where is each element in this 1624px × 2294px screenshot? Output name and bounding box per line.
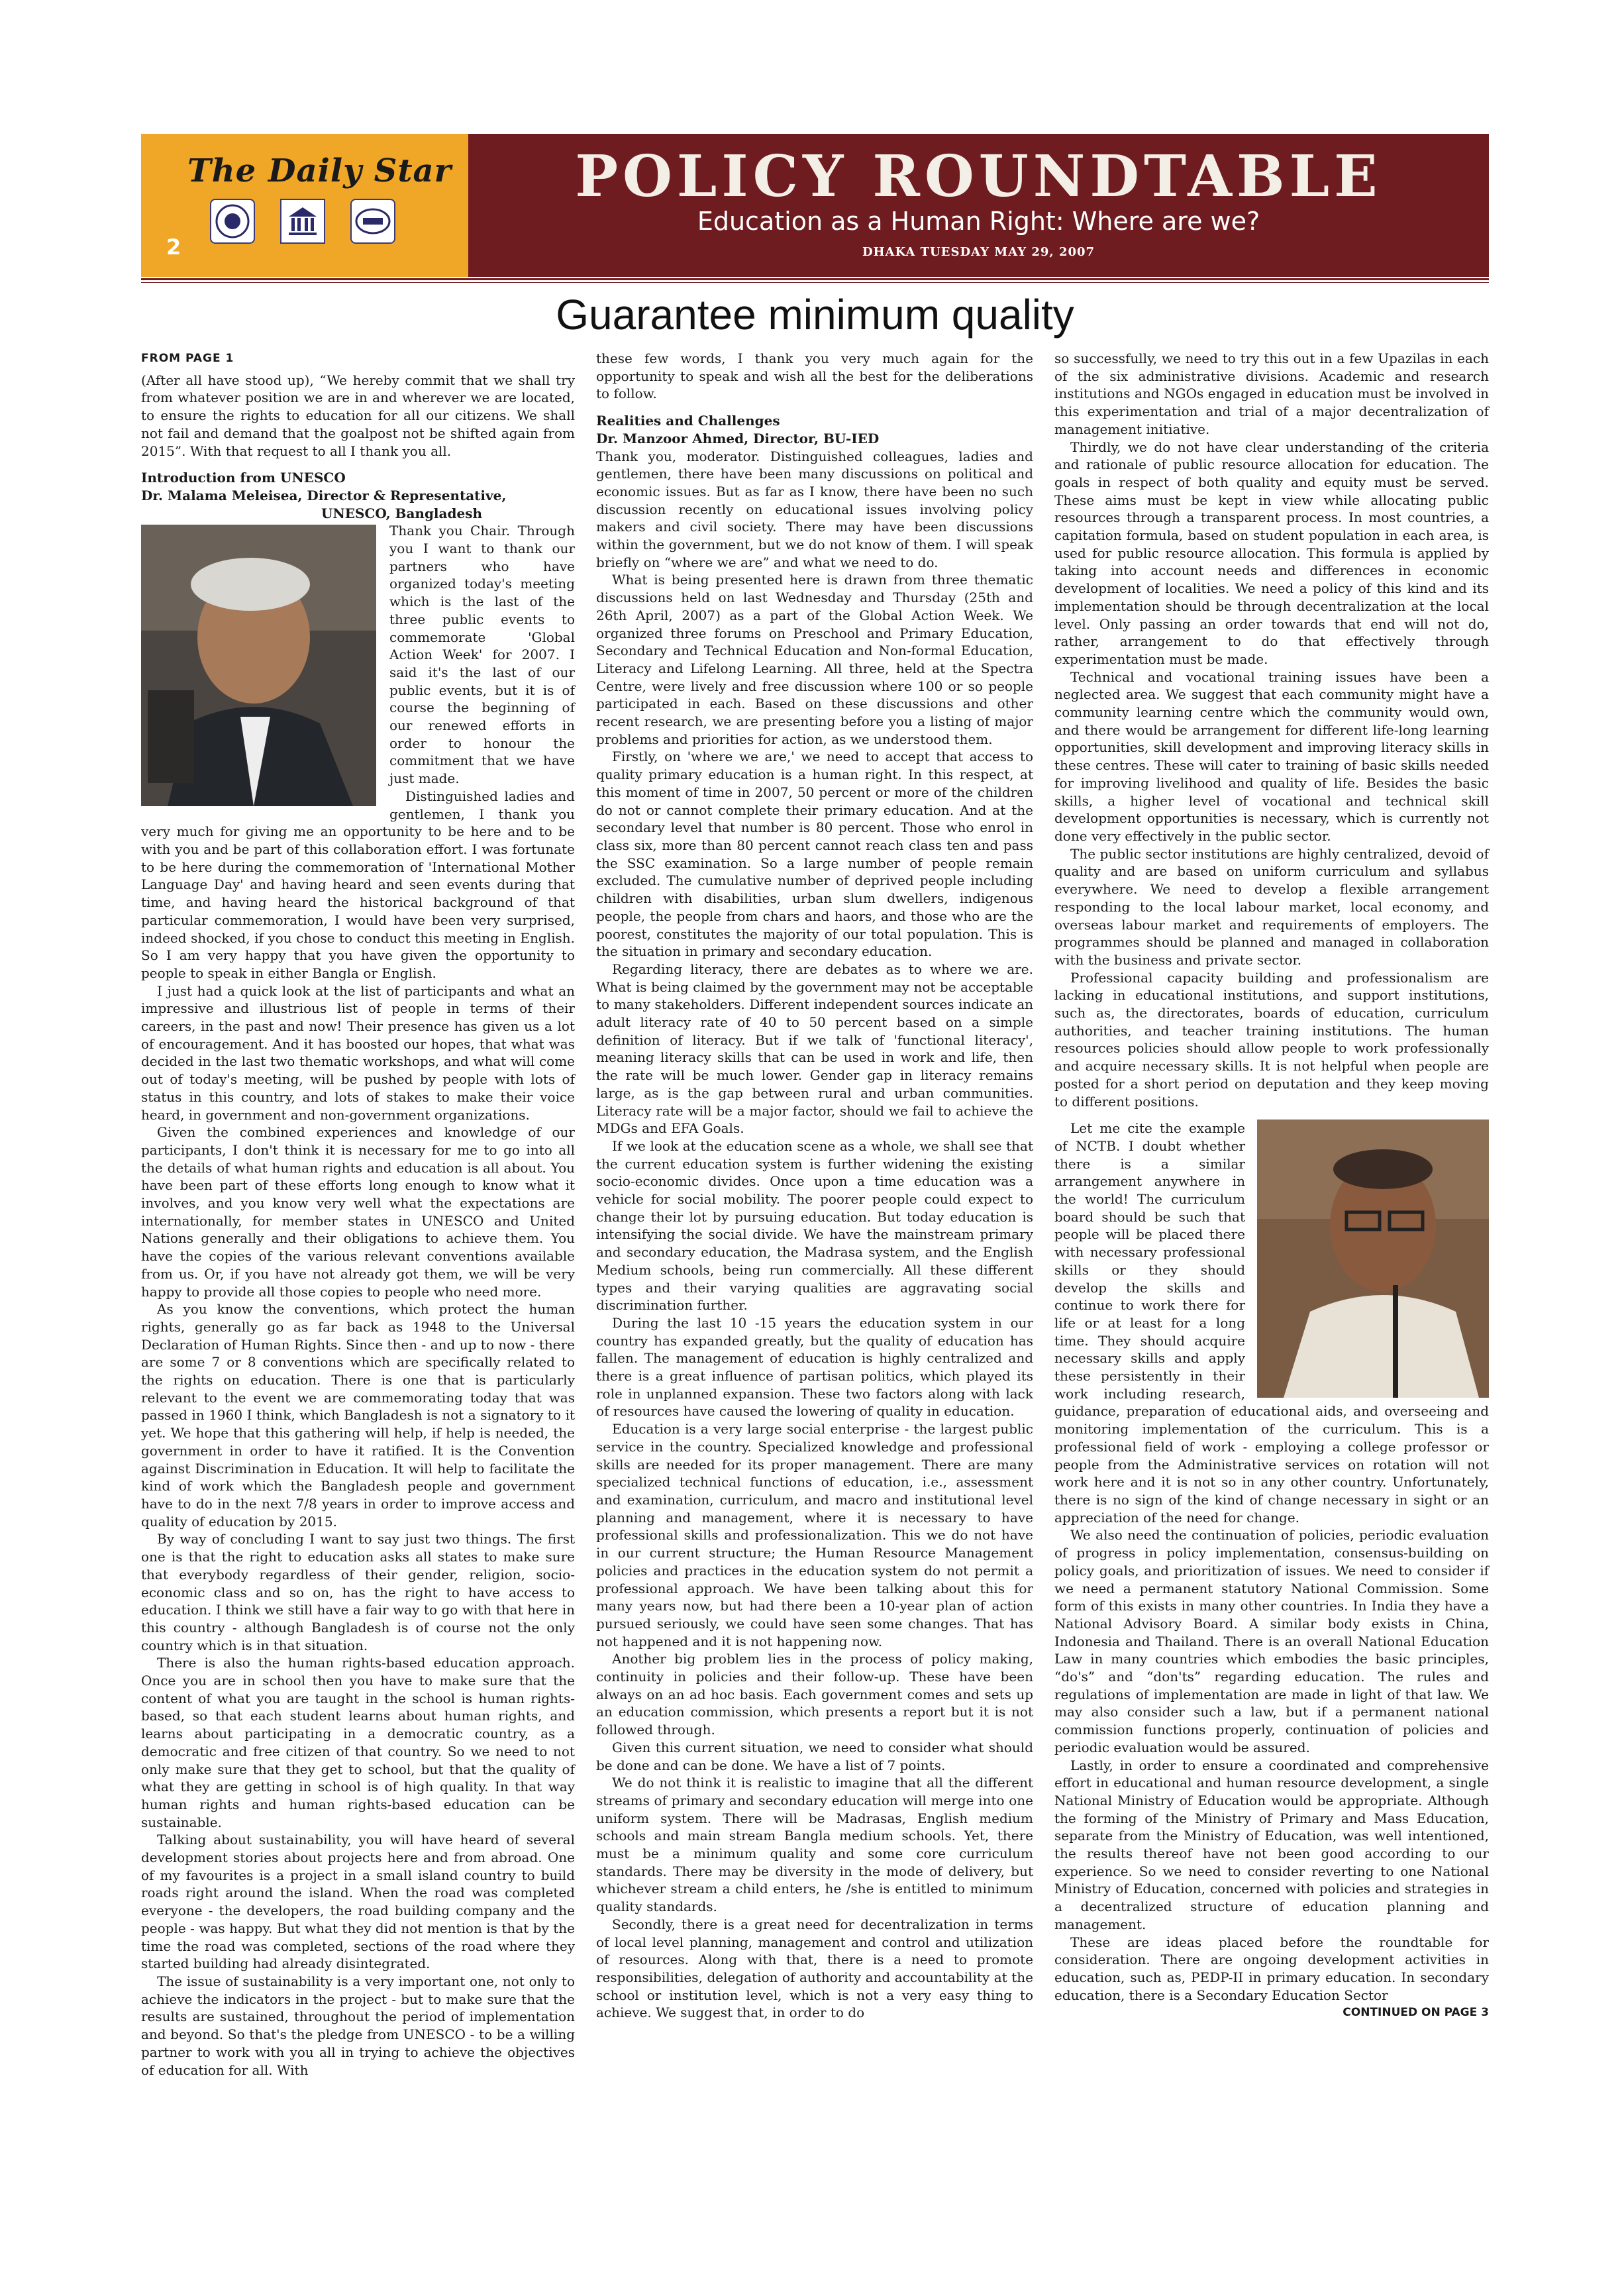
page-number: 2 [166, 235, 181, 260]
paragraph: The issue of sustainability is a very important one, not only to achieve the indicators in the project - but to make sure that the results are sustained, throughout the period of implementation and beyond. So that's the pledge from UNESCO - to be a willing partner to work with you all in trying to achieve the objectives of education for all. With [141, 1973, 575, 2078]
paragraph: I just had a quick look at the list of participants and what an impressive and illustrious list of people in terms of their careers, in the past and now! Their presence has given us a lot of encouragement. And it has boosted our hopes, that what was decided in the last two thematic workshops, and what will come out of today's meeting, will be pushed by people with lots of status in this country, and lots of stakes to make their voice heard, in government and non-government organizations. [141, 982, 575, 1123]
paragraph: so successfully, we need to try this out in a few Upazilas in each of the six administrative divisions. Academic and research institutions and NGOs engaged in education must be involved in this experimentation and trial of a major decentralization of management initiative. [1054, 350, 1489, 437]
speaker-organization: UNESCO, Bangladesh [321, 505, 482, 521]
speaker-name: Dr. Malama Meleisea, Director & Representative, [141, 487, 507, 503]
paragraph: By way of concluding I want to say just two things. The first one is that the right to education asks all states to make sure that everybody regardless of their gender, religion, socio-economic class and so on, has the right to have access to education. I think we still have a fair way to go with that here in this country - although Bangladesh is of course not the only country which is in that situation. [141, 1531, 575, 1653]
speaker-name: Dr. Manzoor Ahmed, Director, BU-IED [596, 430, 880, 446]
paragraph: During the last 10 -15 years the education system in our country has expanded greatly, but the quality of education has fallen. The management of education is highly centralized and there is a great influence of partisan politics, which played its role in unplanned expansion. These two factors along with lack of resources have caused the lowering of quality in education. [596, 1314, 1033, 1420]
paragraph: Let me cite the example of NCTB. I doubt whether there is a similar arrangement anywhere in the world! The curriculum board should be such that people will be placed there with necessary professional skills or they should develop the skills and continue to work there for life or at least for a long time. They should acquire necessary skills and apply these persistently in their work including research, guidance, preparation of educational aids, and overseeing and monitoring implementation of the curriculum. This is a professional field of work - employing a college professor or people from the Administrative services on rotation will not work here and it is not so in any other country. Unfortunately, there is no sign of the kind of change necessary in sight or an appreciation of the need for change. [1054, 1120, 1489, 1526]
paragraph: Another big problem lies in the process of policy making, continuity in policies and their follow-up. These have been always on an ad hoc basis. Each government comes and sets up an education commission, which presents a report but it is not followed through. [596, 1651, 1033, 1738]
from-page-label: FROM PAGE 1 [141, 352, 234, 365]
paragraph: The public sector institutions are highly centralized, devoid of quality and are based on uniform curriculum and syllabus everywhere. We need to develop a flexible arrangement responding to the local labour market, local economy, and overseas labour market and requirements of employers. The programmes should be planned and managed in collaboration with the business and private sector. [1054, 845, 1489, 968]
paragraph: Thank you Chair. Through you I want to thank our partners who have organized today's meeting which is the last of the three public events to commemorate 'Global Action Week' for 2007. I said it's the last of our public events, but it is of course the beginning of our renewed efforts in order to honour the commitment that we have just made. [389, 523, 575, 787]
paragraph: these few words, I thank you very much again for the opportunity to speak and wish all the best for the deliberations to follow. [596, 350, 1033, 402]
continued-label: CONTINUED ON PAGE 3 [1343, 2006, 1489, 2020]
paragraph: Thank you, moderator. Distinguished colleagues, ladies and gentlemen, there have been many discussions on political and economic issues. But as far as I know, there have been no such discussion recently on educational issues involving policy makers and civil society. There may have been discussions within the government, but we do not know of them. I will speak briefly on “where we are” and what we need to do. [596, 448, 1033, 570]
article-column-2 [596, 350, 1033, 2022]
logo-panel [141, 134, 468, 277]
section-title: POLICY ROUNDTABLE [575, 143, 1382, 210]
brac-logo [350, 199, 395, 244]
speaker-photo-manzoor-ahmed [1257, 1120, 1489, 1398]
paragraph: We also need the continuation of policies, periodic evaluation of progress in policy implementation, consensus-building on policy goals, and prioritization of issues. We need to consider if we need a permanent statutory National Commission. Some form of this exists in many other countries. In India they have a National Advisory Board. A similar body exists in China, Indonesia and Thailand. There is an overall National Education Law in many countries which embodies the basic principles, “do's” and “don'ts” regarding education. The rules and regulations of implementation are made in light of that law. We may also consider such a law, but if a permanent national commission functions properly, continuation of policies and periodic evaluation would be assured. [1054, 1527, 1489, 1755]
section-subtitle: Education as a Human Right: Where are we? [697, 207, 1260, 236]
paragraph: Distinguished ladies and gentlemen, I thank you very much for giving me an opportunity to be here and to be with you and be part of this collaboration effort. I was fortunate to be here during the commemoration of 'International Mother Language Day' and having heard and seen events during that time, and having heard the historical background of that particular commemoration, I would have been very surprised, indeed shocked, if you chose to conduct this meeting in English. So I am very happy that you have given the opportunity to people to speak in either Bangla or English. [141, 788, 575, 981]
speaker-photo-malama-meleisea [141, 525, 376, 806]
paragraph: Professional capacity building and professionalism are lacking in educational institutions, and support institutions, such as, the directorates, boards of education, curriculum authorities, and teacher training institutions. The human resources policies should allow people to work professionally and acquire necessary skills. It is not helpful when people are posted for a short period on deputation and they keep moving to different positions. [1054, 969, 1489, 1110]
section-heading: Realities and Challenges [596, 413, 780, 429]
paragraph: We do not think it is realistic to imagine that all the different streams of primary and secondary education will merge into one uniform system. There will be Madrasas, English medium schools and main stream Bangla medium schools. Yet, there must be a minimum quality and some core curriculum standards. There may be diversity in the mode of delivery, but whichever stream a child enters, he /she is entitled to minimum quality standards. [596, 1775, 1033, 1915]
paragraph: These are ideas placed before the roundtable for consideration. There are ongoing development activities in education, such as, PEDP-II in primary education. In secondary education, there is a Secondary Education Sector [1054, 1934, 1489, 2003]
paragraph: Lastly, in order to ensure a coordinated and comprehensive effort in educational and human resource development, a single National Ministry of Education would be appropriate. Although the forming of the Ministry of Primary and Mass Education, separate from the Ministry of Education, was well intentioned, the results thereof have not been good according to our experience. So we need to consider reverting to one National Ministry of Education, concerned with policies and strategies in a decentralized structure of education planning and management. [1054, 1757, 1489, 1932]
paragraph: Technical and vocational training issues have been a neglected area. We suggest that each community might have a community learning centre which the community would own, and there would be arrangement for different life-long learning opportunities, skill development and improving literacy skills in these centres. These will cater to training of basic skills needed for improving livelihood and quality of life. Besides the basic skills, a higher level of vocational and technical skill development opportunities is necessary, which is currently not done very effectively in the public sector. [1054, 668, 1489, 844]
paragraph: If we look at the education scene as a whole, we shall see that the current education system is further widening the existing socio-economic divides. Once upon a time education was a vehicle for social mobility. The poorer people could expect to change their lot by pursuing education. But today education is intensifying the social divide. We have the mainstream primary and secondary education, the Madrasa system, and the English Medium schools, being run commercially. All these different types and their varying qualities are aggravating social discrimination further. [596, 1137, 1033, 1314]
header-rule [141, 278, 1489, 280]
title-panel [468, 134, 1489, 277]
paragraph: Firstly, on 'where we are,' we need to accept that access to quality primary education is a human right. In this respect, at this moment of time in 2007, 50 percent or more of the children do not or cannot complete their primary education. And at the secondary level that number is 80 percent. Those who enrol in class six, more than 80 percent cannot reach class ten and pass the SSC examination. So a large number of people remain excluded. The cumulative number of deprived people including children with disabilities, urban slum dwellers, indigenous people, the people from chars and haors, and those who are the poorest, constitutes the majority of our total population. This is the situation in primary and secondary education. [596, 749, 1033, 960]
paragraph: As you know the conventions, which protect the human rights, generally go as far back as 1948 to the Universal Declaration of Human Rights. Since then - and up to now - there are some 7 or 8 conventions which are specifically related to the rights on education. There is one that is particularly relevant to the event we are commemorating today that was passed in 1960 I think, which Bangladesh is not a signatory to it yet. We hope that this gathering will help, if help is needed, the government in order to have it ratified. It is the Convention against Discrimination in Education. It will help to facilitate the kind of work which the Bangladesh people and government have to do in the next 7/8 years in order to improve access and quality of education by 2015. [141, 1301, 575, 1530]
policy-roundtable-banner [141, 134, 1489, 277]
unesco-logo [280, 199, 325, 244]
dateline: DHAKA TUESDAY MAY 29, 2007 [862, 245, 1095, 259]
paragraph: Education is a very large social enterprise - the largest public service in the country. Specialized knowledge and professional skills are needed for its proper management. There are many specialized technical functions of education, i.e., assessment and examination, curriculum, and macro and institutional level planning and management, where it is necessary to have professional skills and professionalization. This we do not have in our current structure; the Human Resource Management policies and practices in the education system do not permit a professional approach. We have been talking about this for many years now, but had there been a 10-year plan of action pursued seriously, we could have seen some changes. That has not happened and it is not happening now. [596, 1421, 1033, 1649]
government-seal-logo [210, 199, 255, 244]
masthead-logo: The Daily Star [187, 152, 452, 189]
paragraph: What is being presented here is drawn from three thematic discussions held on last Wednesday and Thursday (25th and 26th April, 2007) as a part of the Global Action Week. We organized three forums on Preschool and Primary Education, Secondary and Technical Education and Non-formal Education, Literacy and Lifelong Learning. All three, held at the Spectra Centre, were lively and free discussion where 100 or so people participated in each. Based on these discussions and other recent research, we are presenting before you a listing of major problems and priorities for action, as we understood them. [596, 572, 1033, 747]
paragraph: Given the combined experiences and knowledge of our participants, I don't think it is necessary for me to go into all the details of what human rights and education is all about. You have been part of these efforts long enough to know what it involves, and you know very well what the expectations are internationally, for member states in UNESCO and United Nations generally and their obligations to achieve them. You have the copies of the various relevant conventions available from us. Or, if you have not already got them, we will be very happy to provide all those copies to people who need more. [141, 1124, 575, 1300]
paragraph: Given this current situation, we need to consider what should be done and can be done. We have a list of 7 points. [596, 1739, 1033, 1773]
header-rule-thin [141, 282, 1489, 283]
paragraph: (After all have stood up), “We hereby commit that we shall try from whatever position we are in and wherever we are located, to ensure the rights to education for all our citizens. We shall not fail and demand that the goalpost not be shifted again from 2015”. With that request to all I thank you all. [141, 372, 575, 459]
article-column-1 [141, 350, 575, 2079]
paragraph: There is also the human rights-based education approach. Once you are in school then you have to make sure that the content of what you are taught in the school is human rights-based, so that each student learns about human rights, and learns about participating in a democratic country, as a democratic and free citizen of that country. So we need to not only make sure that they get to school, but that the quality of what they are getting in school is of high quality. In that way human rights and human rights-based education can be sustainable. [141, 1655, 575, 1830]
paragraph: Talking about sustainability, you will have heard of several development stories about projects here and from abroad. One of my favourites is a project in a small island country to build roads right around the island. When the road was completed everyone - the developers, the road building company and the people - was happy. But what they did not mention is that by the time the road was completed, sections of the road where they started building had already disintegrated. [141, 1832, 575, 1972]
paragraph: Secondly, there is a great need for decentralization in terms of local level planning, management and control and utilization of resources. Along with that, there is a need to promote responsibilities, delegation of authority and accountability at the school or institution level, which is not a very easy thing to achieve. We suggest that, in order to do [596, 1916, 1033, 2021]
paragraph: Thirdly, we do not have clear understanding of the criteria and rationale of public resource allocation for education. The goals in respect of both quality and equity must be served. These aims must be kept in view while allocating public resources through a transparent process. In most countries, a capitation formula, based on student population in each area, is used for public resource allocation. This formula is applied by taking into account needs and differences in economic development of localities. We need a policy of this kind and its implementation should be through decentralization at the local level. Only passing an order towards that end will not do, rather, arrangement to do that effectively through experimentation must be made. [1054, 439, 1489, 667]
section-heading: Introduction from UNESCO [141, 470, 346, 486]
paragraph: Regarding literacy, there are debates as to where we are. What is being claimed by the government may not be acceptable to many stakeholders. Different independent sources indicate an adult literacy rate of 40 to 50 percent based on a simple definition of literacy. But if we talk of 'functional literacy', meaning literacy skills that can be used in work and life, then the rate will be much lower. Gender gap in literacy remains large, as is the gap between rural and urban communities. Literacy rate will be a major factor, should we fail to achieve the MDGs and EFA Goals. [596, 961, 1033, 1137]
article-headline: Guarantee minimum quality [556, 291, 1074, 339]
article-column-3 [1054, 350, 1489, 2022]
